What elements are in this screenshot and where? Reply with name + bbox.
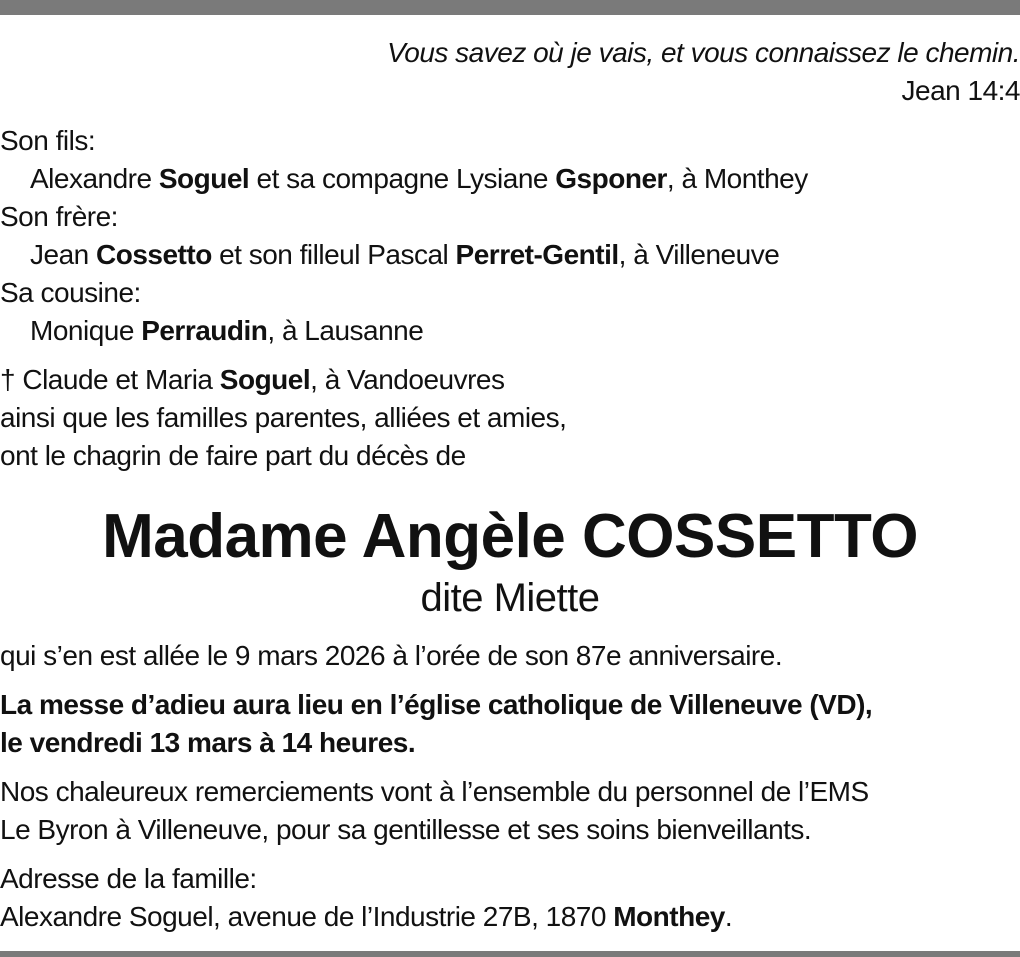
obituary-notice (0, 34, 1020, 936)
top-rule (0, 0, 1020, 15)
mass-info (0, 686, 1020, 762)
address-city: Monthey (613, 901, 725, 932)
thanks-line-1: Nos chaleureux remerciements vont à l’ensemble du personnel de l’EMS (0, 776, 869, 807)
passing-line: qui s’en est allée le 9 mars 2026 à l’orée de son 87e anniversaire. (0, 640, 783, 671)
brother-mid: et son filleul Pascal (211, 239, 456, 270)
cousin-place: , à Lausanne (267, 315, 424, 346)
son-partner-last: Gsponer (555, 163, 667, 194)
thanks-line-2: Le Byron à Villeneuve, pour sa gentillesse et ses soins bienveillants. (0, 814, 812, 845)
bible-verse: Vous savez où je vais, et vous connaissez le chemin. (387, 37, 1020, 68)
deceased-relatives-prefix: † Claude et Maria (0, 364, 220, 395)
brother-last: Cossetto (96, 239, 212, 270)
son-last: Soguel (158, 163, 250, 194)
son-place: , à Monthey (666, 163, 808, 194)
address-end: . (724, 901, 733, 932)
mass-line-2: le vendredi 13 mars à 14 heures. (0, 727, 416, 758)
deceased-relatives-last: Soguel (219, 364, 311, 395)
mass-line-1: La messe d’adieu aura lieu en l’église catholique de Villeneuve (VD), (0, 689, 873, 720)
deceased-relatives (0, 361, 1020, 399)
son-first: Alexandre (30, 163, 159, 194)
cousin-first: Monique (30, 315, 142, 346)
sorrow-line: ont le chagrin de faire part du décès de (0, 440, 466, 471)
godson-last: Perret-Gentil (455, 239, 619, 270)
son-entry (0, 160, 1020, 198)
verse-reference: Jean 14:4 (901, 75, 1020, 106)
cousin-last: Perraudin (141, 315, 268, 346)
brother-entry (0, 236, 1020, 274)
son-label: Son fils: (0, 125, 96, 156)
deceased-relatives-place: , à Vandoeuvres (310, 364, 505, 395)
address-street: Alexandre Soguel, avenue de l’Industrie 27B, 1870 (0, 901, 614, 932)
brother-first: Jean (30, 239, 96, 270)
family-address (0, 860, 1020, 936)
son-mid: et sa compagne Lysiane (249, 163, 556, 194)
brother-place: , à Villeneuve (618, 239, 780, 270)
deceased-name: Madame Angèle COSSETTO (102, 502, 918, 571)
cousin-label: Sa cousine: (0, 277, 141, 308)
cousin-entry (0, 312, 1020, 350)
bottom-rule (0, 951, 1020, 957)
address-line (0, 898, 1020, 936)
thanks-text (0, 773, 1020, 849)
brother-label: Son frère: (0, 201, 118, 232)
families-line: ainsi que les familles parentes, alliées et amies, (0, 402, 567, 433)
deceased-nickname: dite Miette (420, 576, 600, 620)
address-label: Adresse de la famille: (0, 863, 257, 894)
